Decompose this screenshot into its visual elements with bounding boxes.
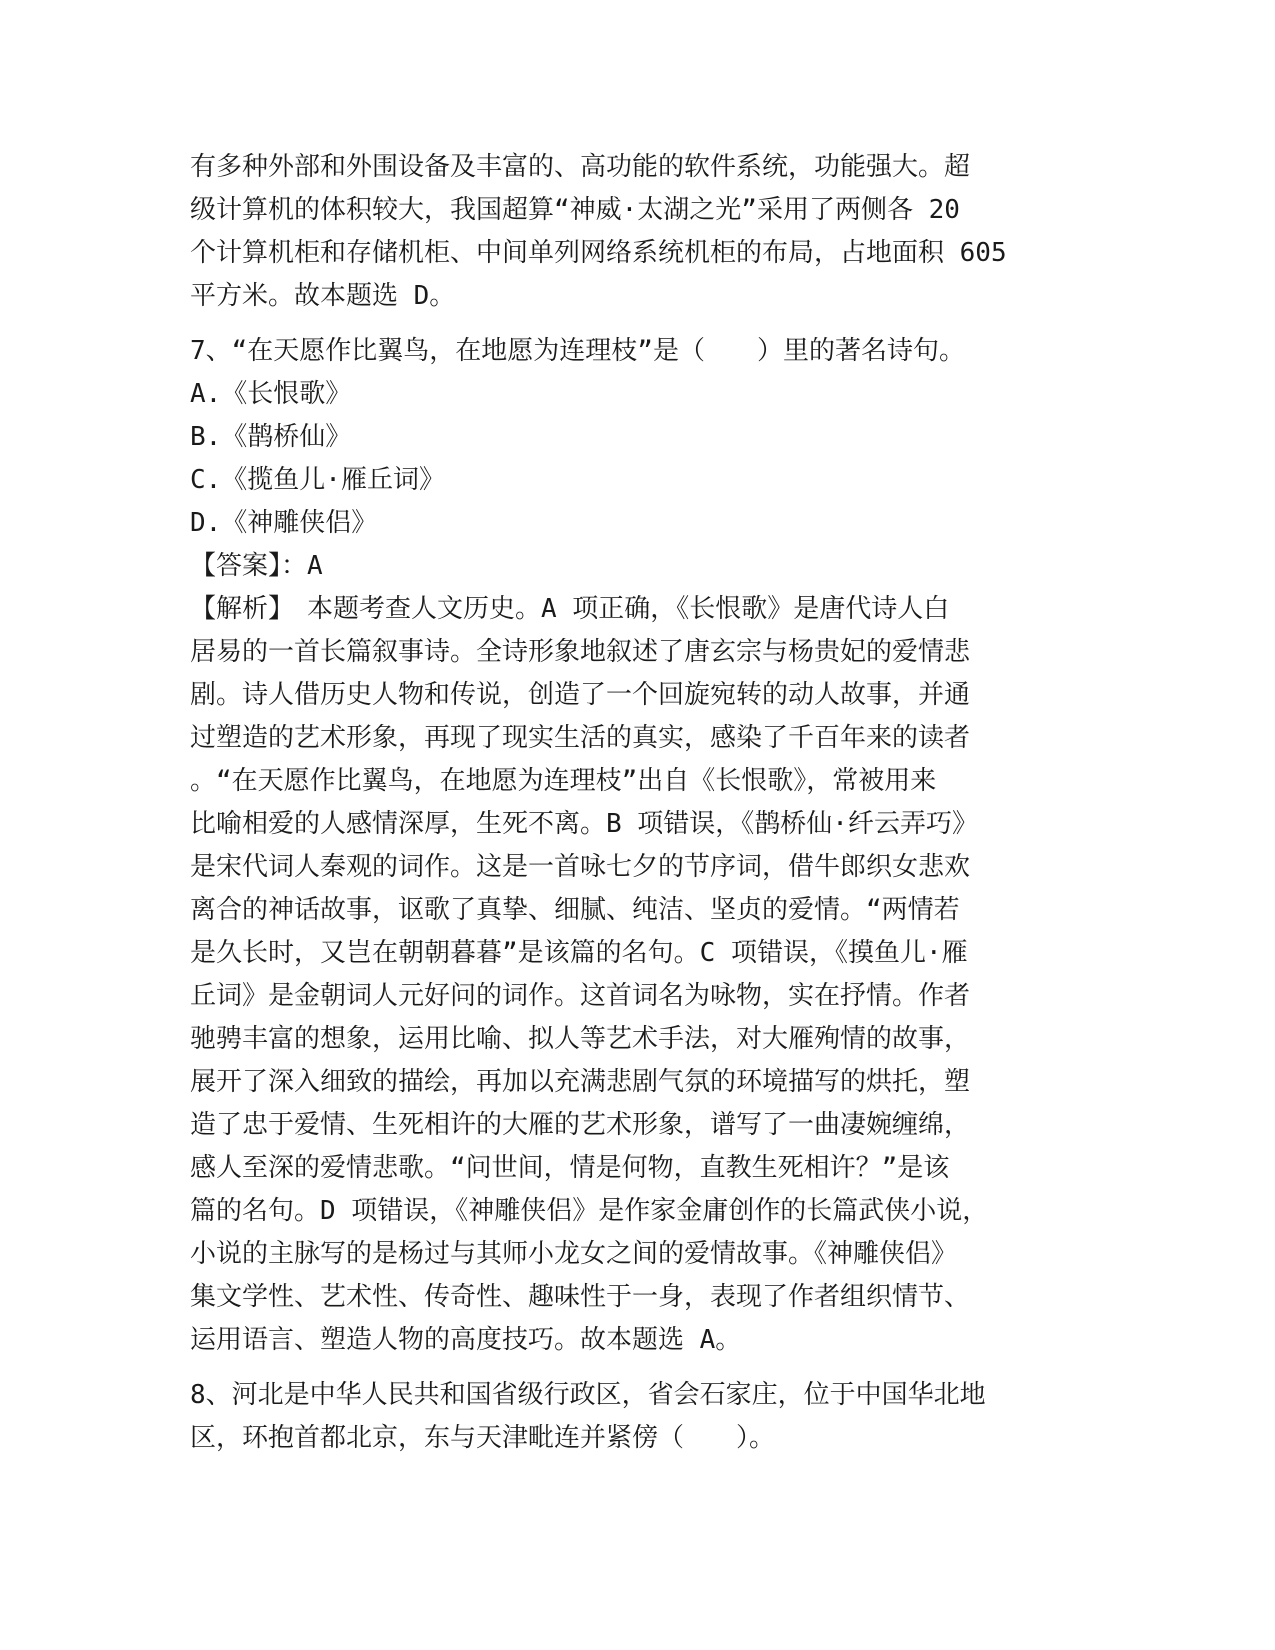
analysis-line: 离合的神话故事，讴歌了真挚、细腻、纯洁、坚贞的爱情。“两情若 xyxy=(190,895,960,925)
analysis-line: 篇的名句。D 项错误，《神雕侠侣》是作家金庸创作的长篇武侠小说， xyxy=(190,1196,989,1226)
analysis-line: 展开了深入细致的描绘，再加以充满悲剧气氛的环境描写的烘托，塑 xyxy=(190,1067,971,1097)
option-d: D.《神雕侠侣》 xyxy=(190,508,378,538)
question-7-text: 7、“在天愿作比翼鸟，在地愿为连理枝”是（ ）里的著名诗句。 xyxy=(190,336,965,366)
question-8 xyxy=(190,1374,1090,1460)
analysis-line: 是久长时，又岂在朝朝暮暮”是该篇的名句。C 项错误，《摸鱼儿·雁 xyxy=(190,938,968,968)
question-8-text: 8、河北是中华人民共和国省级行政区，省会石家庄，位于中国华北地 xyxy=(190,1380,986,1410)
analysis-line: 是宋代词人秦观的词作。这是一首咏七夕的节序词，借牛郎织女悲欢 xyxy=(190,852,971,882)
analysis-line: 驰骋丰富的想象，运用比喻、拟人等艺术手法，对大雁殉情的故事， xyxy=(190,1024,971,1054)
option-b: B.《鹊桥仙》 xyxy=(190,422,352,452)
text-line: 平方米。故本题选 D。 xyxy=(190,281,456,311)
answer-line: 【答案】：A xyxy=(190,551,323,581)
analysis-line: 造了忠于爱情、生死相许的大雁的艺术形象，谱写了一曲凄婉缠绵， xyxy=(190,1110,971,1140)
intro-paragraph xyxy=(190,146,1090,318)
text-line: 有多种外部和外围设备及丰富的、高功能的软件系统，功能强大。超 xyxy=(190,152,971,182)
option-a: A.《长恨歌》 xyxy=(190,379,352,409)
analysis-line: 集文学性、艺术性、传奇性、趣味性于一身，表现了作者组织情节、 xyxy=(190,1282,971,1312)
analysis-line: 丘词》是金朝词人元好问的词作。这首词名为咏物，实在抒情。作者 xyxy=(190,981,971,1011)
analysis-line: 比喻相爱的人感情深厚，生死不离。B 项错误，《鹊桥仙·纤云弄巧》 xyxy=(190,809,978,839)
analysis-line: 小说的主脉写的是杨过与其师小龙女之间的爱情故事。《神雕侠侣》 xyxy=(190,1239,958,1269)
text-line: 级计算机的体积较大，我国超算“神威·太湖之光”采用了两侧各 20 xyxy=(190,195,960,225)
question-8-text: 区，环抱首都北京，东与天津毗连并紧傍（ ）。 xyxy=(190,1423,776,1453)
analysis-line: 【解析】 本题考查人文历史。A 项正确，《长恨歌》是唐代诗人白 xyxy=(190,594,950,624)
analysis-line: 过塑造的艺术形象，再现了现实生活的真实，感染了千百年来的读者 xyxy=(190,723,971,753)
analysis-line: 。“在天愿作比翼鸟，在地愿为连理枝”出自《长恨歌》，常被用来 xyxy=(190,766,937,796)
analysis-line: 感人至深的爱情悲歌。“问世间，情是何物，直教生死相许？”是该 xyxy=(190,1153,950,1183)
question-7 xyxy=(190,330,1090,1362)
option-c: C.《揽鱼儿·雁丘词》 xyxy=(190,465,445,495)
analysis-line: 剧。诗人借历史人物和传说，创造了一个回旋宛转的动人故事，并通 xyxy=(190,680,971,710)
document-page xyxy=(190,146,1090,1460)
analysis-line: 居易的一首长篇叙事诗。全诗形象地叙述了唐玄宗与杨贵妃的爱情悲 xyxy=(190,637,971,667)
analysis-line: 运用语言、塑造人物的高度技巧。故本题选 A。 xyxy=(190,1325,742,1355)
text-line: 个计算机柜和存储机柜、中间单列网络系统机柜的布局，占地面积 605 xyxy=(190,238,1007,268)
